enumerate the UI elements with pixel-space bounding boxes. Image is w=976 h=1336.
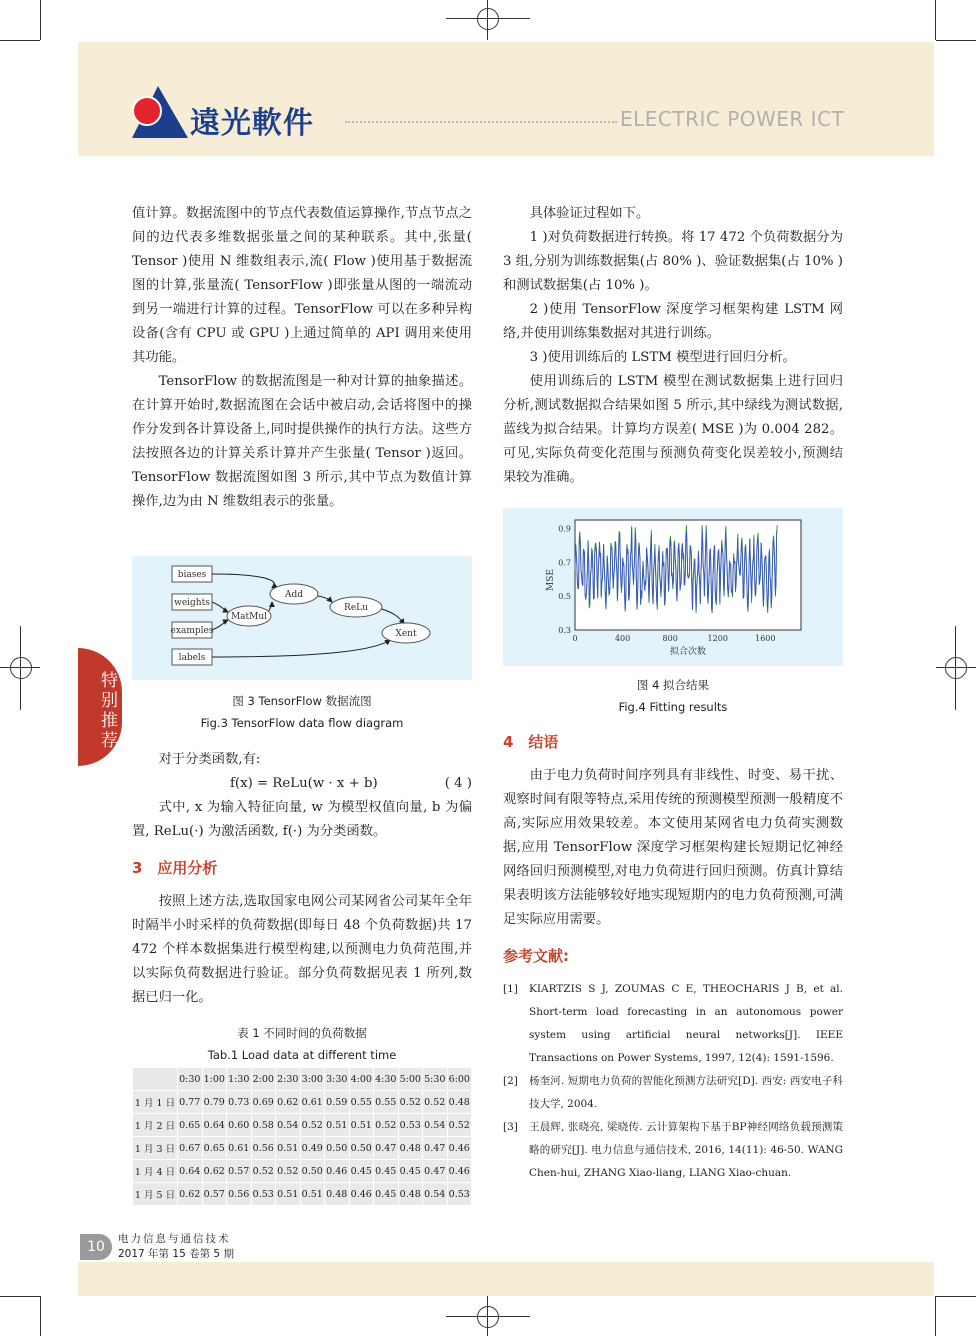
edge <box>212 640 390 657</box>
table-cell: 0.52 <box>276 1160 301 1183</box>
table-cell: 0.60 <box>227 1114 252 1137</box>
equation-number: ( 4 ) <box>444 776 472 791</box>
edge <box>212 602 228 612</box>
paragraph: 具体验证过程如下。 <box>529 206 650 221</box>
crop-mark <box>40 1296 41 1336</box>
edge <box>378 608 404 624</box>
y-tick-label: 0.7 <box>558 558 571 568</box>
svg-text:weights: weights <box>174 598 210 608</box>
reference-text: 王晨辉, 张晓亮, 梁晓传. 云计算架构下基于BP神经网络负载预测策略的研究[J]. 电力信息与通信技术, 2016, 14(11): 46-50. WANG Chen-hui, ZHANG Xiao-liang, LIANG Xiao-chuan. <box>529 1121 843 1179</box>
node-labels <box>172 649 212 665</box>
table-cell: 0.50 <box>349 1137 374 1160</box>
table-cell: 0.69 <box>251 1091 276 1114</box>
table-cell: 0.61 <box>227 1137 252 1160</box>
table-cell: 3:30 <box>325 1068 350 1091</box>
edge <box>212 620 228 630</box>
table-cell: 0.51 <box>276 1183 301 1206</box>
table-cell: 0.54 <box>423 1114 448 1137</box>
figure-4 <box>503 508 843 666</box>
table-cell: 0.62 <box>276 1091 301 1114</box>
table-cell: 0.52 <box>423 1091 448 1114</box>
reference-list <box>503 978 843 1185</box>
table-cell: 0.47 <box>423 1160 448 1183</box>
right-column <box>503 202 843 490</box>
y-tick-label: 0.9 <box>558 524 571 534</box>
table-cell: 0.56 <box>227 1183 252 1206</box>
row-label-cell: 1 月 1 日 <box>133 1091 178 1114</box>
header-dotted-rule <box>345 121 617 123</box>
table-1-caption <box>132 1022 472 1066</box>
table-cell: 1:00 <box>202 1068 227 1091</box>
page-number: 10 <box>80 1234 112 1260</box>
left-column <box>132 202 472 514</box>
table-row <box>133 1183 472 1206</box>
y-axis-label: MSE <box>546 569 556 591</box>
node-examples <box>171 622 214 638</box>
registration-circle <box>477 8 499 30</box>
table-cell: 0.45 <box>398 1160 423 1183</box>
table-cell: 0.47 <box>423 1137 448 1160</box>
node-biases <box>172 566 212 582</box>
crop-mark <box>935 1296 936 1336</box>
table-cell: 0.62 <box>202 1160 227 1183</box>
equation-4 <box>132 772 472 796</box>
table-cell: 0.45 <box>374 1160 399 1183</box>
svg-text:MatMul: MatMul <box>230 612 268 622</box>
table-cell: 0.48 <box>325 1183 350 1206</box>
y-tick-label: 0.5 <box>558 592 571 602</box>
registration-circle <box>945 657 967 679</box>
table-cell: 0.46 <box>447 1137 472 1160</box>
paragraph: 1 )对负荷数据进行转换。将 17 472 个负荷数据分为 3 组,分别为训练数据集(占 80% )、验证数据集(占 10% )和测试数据集(占 10% )。 <box>503 230 843 293</box>
table-row <box>133 1137 472 1160</box>
table-cell: 0.52 <box>374 1114 399 1137</box>
table-cell: 0.50 <box>300 1160 325 1183</box>
figure-caption-cn: 图 4 拟合结果 <box>636 678 710 692</box>
svg-text:Add: Add <box>284 590 304 600</box>
paragraph: TensorFlow 的数据流图是一种对计算的抽象描述。在计算开始时,数据流图在会话中被启动,会话将图中的操作分发到各计算设备上,同时提供操作的执行方法。这些方法按照各边的计算关系计算并产生张量( Tensor )返回。TensorFlow 数据流图如图 3 所示,其中节点为数值计算操作,边为由 N 维数组表示的张量。 <box>132 374 472 509</box>
table-cell: 0.51 <box>300 1183 325 1206</box>
paragraph: 按照上述方法,选取国家电网公司某网省公司某年全年时隔半小时采样的负荷数据(即每日 48 个负荷数据)共 17 472 个样本数据集进行模型构建,以预测电力负荷范围,并以实际负荷数据进行验证。部分负荷数据见表 1 所列,数据已归一化。 <box>132 894 472 1005</box>
table-cell: 0.52 <box>398 1091 423 1114</box>
table-cell: 0.47 <box>374 1137 399 1160</box>
table-cell: 1:30 <box>227 1068 252 1091</box>
journal-name: 电力信息与通信技术 <box>118 1233 231 1245</box>
paragraph: 值计算。数据流图中的节点代表数值运算操作,节点节点之间的边代表多维数据张量之间的某种联系。其中,张量( Tensor )使用 N 维数组表示,流( Flow )使用基于数据流图的计算,张量流( TensorFlow )即张量从图的一端流动到另一端进行计算的过程。TensorFlow 可以在多种异构设备(含有 CPU 或 GPU )上通过简单的 API 调用来使用其功能。 <box>132 206 472 365</box>
left-column-lower <box>132 748 472 1010</box>
reference-text: 杨奎河. 短期电力负荷的智能化预测方法研究[D]. 西安: 西安电子科技大学, 2004. <box>529 1075 843 1110</box>
node-matmul <box>227 606 271 626</box>
table-cell: 4:30 <box>374 1068 399 1091</box>
svg-text:biases: biases <box>177 570 207 580</box>
reference-item <box>503 978 843 1070</box>
section-heading: 4 结语 <box>503 733 559 751</box>
table-cell: 0.73 <box>227 1091 252 1114</box>
row-label-cell: 1 月 5 日 <box>133 1183 178 1206</box>
y-tick-label: 0.3 <box>558 626 571 635</box>
section-heading: 3 应用分析 <box>132 859 218 877</box>
table-cell: 0.52 <box>447 1114 472 1137</box>
table-cell: 0.61 <box>300 1091 325 1114</box>
edge <box>268 602 272 612</box>
table-cell: 0.62 <box>178 1183 203 1206</box>
table-cell: 6:00 <box>447 1068 472 1091</box>
table-cell: 0.56 <box>251 1137 276 1160</box>
table-cell: 0.49 <box>300 1137 325 1160</box>
registration-circle <box>477 1306 499 1328</box>
table-cell: 0.65 <box>178 1114 203 1137</box>
crop-mark <box>935 0 936 40</box>
paragraph: 式中, x 为输入特征向量, w 为模型权值向量, b 为偏置, ReLu(·) 为激活函数, f(·) 为分类函数。 <box>132 800 472 839</box>
table-cell: 0.51 <box>276 1137 301 1160</box>
paragraph: 2 )使用 TensorFlow 深度学习框架构建 LSTM 网络,并使用训练集数据对其进行训练。 <box>503 302 843 341</box>
table-cell: 0.53 <box>398 1114 423 1137</box>
table-header-row <box>133 1068 472 1091</box>
references-heading: 参考文献: <box>503 947 569 965</box>
registration-circle <box>10 657 32 679</box>
table-cell: 0.55 <box>349 1091 374 1114</box>
figure-3-caption <box>132 690 472 734</box>
table-cell: 0.54 <box>276 1114 301 1137</box>
table-cell: 0.55 <box>374 1091 399 1114</box>
right-column-lower <box>503 722 843 1185</box>
paragraph: 对于分类函数,有: <box>158 752 261 767</box>
footer-band <box>78 1262 934 1296</box>
table-cell: 2:00 <box>251 1068 276 1091</box>
svg-text:ReLu: ReLu <box>344 603 368 613</box>
logo-text: 遠光軟件 <box>190 106 314 141</box>
figure-caption-en: Fig.4 Fitting results <box>618 700 728 714</box>
table-cell: 0.79 <box>202 1091 227 1114</box>
table-caption-cn: 表 1 不同时间的负荷数据 <box>237 1026 367 1040</box>
x-tick-label: 400 <box>614 634 631 643</box>
figure-4-caption <box>503 674 843 718</box>
dataflow-diagram <box>132 556 472 680</box>
table-cell: 0.48 <box>447 1091 472 1114</box>
table-cell: 0.48 <box>398 1137 423 1160</box>
row-label-cell: 1 月 4 日 <box>133 1160 178 1183</box>
header-title: ELECTRIC POWER ICT <box>620 107 845 131</box>
load-data-table <box>132 1067 472 1206</box>
table-cell: 0.65 <box>202 1137 227 1160</box>
equation: f(x) = ReLu(w · x + b) <box>230 776 378 791</box>
table-cell: 0.51 <box>349 1114 374 1137</box>
table-row <box>133 1091 472 1114</box>
fitting-results-chart <box>503 508 843 666</box>
svg-text:examples: examples <box>170 626 214 636</box>
reference-number: [1] <box>503 983 518 995</box>
table-cell: 0.45 <box>374 1183 399 1206</box>
row-label-cell: 1 月 2 日 <box>133 1114 178 1137</box>
table-cell: 2:30 <box>276 1068 301 1091</box>
edge <box>318 596 332 602</box>
table-cell: 0.53 <box>447 1183 472 1206</box>
table-cell: 5:00 <box>398 1068 423 1091</box>
crop-mark <box>936 1296 976 1297</box>
x-axis-label: 拟合次数 <box>669 647 707 657</box>
x-tick-label: 0 <box>572 634 578 643</box>
edge <box>212 574 275 588</box>
table-caption-en: Tab.1 Load data at different time <box>207 1048 397 1062</box>
table-cell: 0.46 <box>349 1183 374 1206</box>
x-tick-label: 1600 <box>755 634 776 643</box>
table-cell: 0.51 <box>325 1114 350 1137</box>
figure-caption-cn: 图 3 TensorFlow 数据流图 <box>232 694 372 708</box>
journal-info <box>118 1232 234 1262</box>
crop-mark <box>0 1296 40 1297</box>
node-add <box>270 584 318 604</box>
table-cell: 0.45 <box>349 1160 374 1183</box>
table-row <box>133 1114 472 1137</box>
table-cell: 5:30 <box>423 1068 448 1091</box>
table-cell: 0.64 <box>178 1160 203 1183</box>
reference-item <box>503 1116 843 1185</box>
table-row <box>133 1160 472 1183</box>
table-cell: 0.50 <box>325 1137 350 1160</box>
crop-mark <box>0 40 40 41</box>
table-cell: 0.77 <box>178 1091 203 1114</box>
reference-item <box>503 1070 843 1116</box>
table-cell: 0.57 <box>227 1160 252 1183</box>
table-cell: 0.46 <box>325 1160 350 1183</box>
table-cell: 0.52 <box>300 1114 325 1137</box>
crop-mark <box>40 0 41 40</box>
figure-caption-en: Fig.3 TensorFlow data flow diagram <box>200 716 404 730</box>
x-tick-label: 800 <box>662 634 678 643</box>
table-cell: 4:00 <box>349 1068 374 1091</box>
node-relu <box>330 597 382 617</box>
node-weights <box>172 594 212 610</box>
node-xent <box>382 623 430 643</box>
table-cell: 0.54 <box>423 1183 448 1206</box>
table-cell: 0.48 <box>398 1183 423 1206</box>
reference-number: [3] <box>503 1121 518 1133</box>
row-label-cell <box>133 1068 178 1091</box>
table-cell: 0.46 <box>447 1160 472 1183</box>
reference-text: KIARTZIS S J, ZOUMAS C E, THEOCHARIS J B, et al. Short-term load forecasting in an autonomous power system using artificial neural networks[J]. IEEE Transactions on Power Systems, 1997, 12(4): 1591-1596. <box>529 983 843 1064</box>
table-cell: 0.64 <box>202 1114 227 1137</box>
paragraph: 由于电力负荷时间序列具有非线性、时变、易干扰、观察时间有限等特点,采用传统的预测模型预测一般精度不高,实际应用效果较差。本文使用某网省电力负荷实测数据,应用 TensorFlow 深度学习框架构建长短期记忆神经网络回归预测模型,对电力负荷进行回归预测。仿真计算结果表明该方法能够较好地实现短期内的电力负荷预测,可满足实际应用需要。 <box>503 768 843 927</box>
table-cell: 3:00 <box>300 1068 325 1091</box>
paragraph: 3 )使用训练后的 LSTM 模型进行回归分析。 <box>529 350 796 365</box>
table-cell: 0.57 <box>202 1183 227 1206</box>
table-cell: 0.59 <box>325 1091 350 1114</box>
logo-mark-icon <box>132 86 188 138</box>
table-cell: 0.53 <box>251 1183 276 1206</box>
table-cell: 0.67 <box>178 1137 203 1160</box>
figure-3 <box>132 556 472 680</box>
crop-mark <box>936 40 976 41</box>
reference-number: [2] <box>503 1075 518 1087</box>
row-label-cell: 1 月 3 日 <box>133 1137 178 1160</box>
paragraph: 使用训练后的 LSTM 模型在测试数据集上进行回归分析,测试数据拟合结果如图 5 所示,其中绿线为测试数据,蓝线为拟合结果。计算均方误差( MSE )为 0.004 282。可见,实际负荷变化范围与预测负荷变化误差较小,预测结果较为准确。 <box>503 374 843 485</box>
svg-text:Xent: Xent <box>395 629 417 639</box>
company-logo <box>132 86 318 141</box>
table-cell: 0.58 <box>251 1114 276 1137</box>
table-cell: 0.52 <box>251 1160 276 1183</box>
x-tick-label: 1200 <box>707 634 728 643</box>
journal-issue: 2017 年第 15 卷第 5 期 <box>118 1248 234 1260</box>
section-tab: 特别推荐 <box>78 648 122 766</box>
table-cell: 0:30 <box>178 1068 203 1091</box>
svg-text:labels: labels <box>178 653 206 663</box>
